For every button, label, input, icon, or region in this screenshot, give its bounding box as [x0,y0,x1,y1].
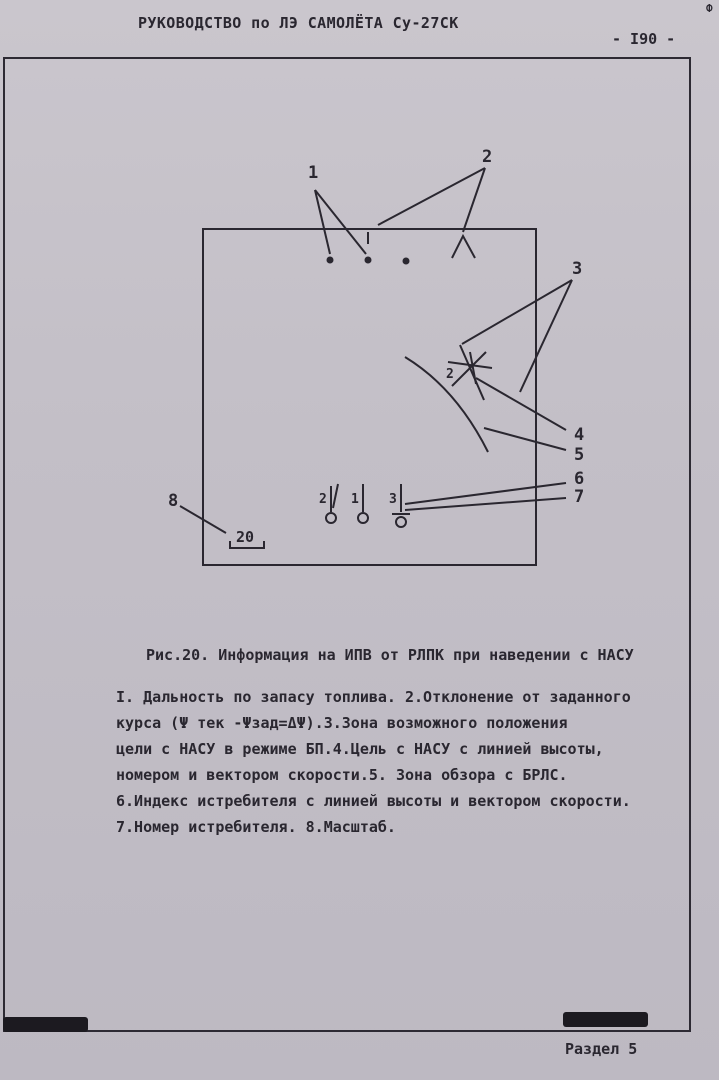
fuel-range-dot-2 [365,257,372,264]
target-star-stroke-1 [460,345,484,400]
fighter-vector-2 [333,484,338,508]
callout-1: 1 [308,163,319,183]
leader-line-4 [476,378,566,430]
legend-line: 7.Номер истребителя. 8.Масштаб. [116,818,396,836]
fighter-number-2: 2 [319,492,327,507]
fighter-number-3: 3 [389,492,397,507]
legend-line: цели с НАСУ в режиме БП.4.Цель с НАСУ с линией высоты, [116,740,604,758]
section-label: Раздел 5 [565,1040,638,1058]
fighter-number-1: 1 [351,492,359,507]
callout-3: 3 [572,259,583,279]
leader-line-5 [484,428,566,450]
display-outline [203,229,536,565]
fighter-marker-2 [326,513,336,523]
fuel-range-dot-3 [403,258,410,265]
page-number: - I90 - [612,30,676,48]
leader-line-7 [405,498,566,510]
target-number: 2 [446,367,454,382]
figure-caption: Рис.20. Информация на ИПВ от РЛПК при наведении с НАСУ [146,646,634,664]
callout-8: 8 [168,491,179,511]
binding-bar-left [3,1017,88,1032]
header-title: РУКОВОДСТВО по ЛЭ САМОЛЁТА Су-27СК [138,14,459,32]
leader-line-6 [405,483,566,504]
callout-2: 2 [482,147,493,167]
fighter-marker-3 [396,517,406,527]
fuel-range-dot-1 [327,257,334,264]
leader-line-3b [520,280,572,392]
legend-line: номером и вектором скорости.5. Зона обзора с БРЛС. [116,766,568,784]
fighter-marker-1 [358,513,368,523]
leader-line-3a [462,280,572,344]
callout-4: 4 [574,425,585,445]
corner-mark: Ф [706,2,713,15]
legend-text [116,684,686,840]
legend-line: I. Дальность по запасу топлива. 2.Отклонение от заданного [116,688,631,706]
scale-value: 20 [236,528,255,546]
callout-6: 6 [574,469,585,489]
binding-bar-right [563,1012,648,1027]
course-caret [452,236,475,258]
legend-line: курса (Ψ тек -Ψзад=ΔΨ).3.Зона возможного положения [116,714,568,732]
callout-7: 7 [574,487,585,507]
legend-line: 6.Индекс истребителя с линией высоты и вектором скорости. [116,792,631,810]
callout-5: 5 [574,445,585,465]
